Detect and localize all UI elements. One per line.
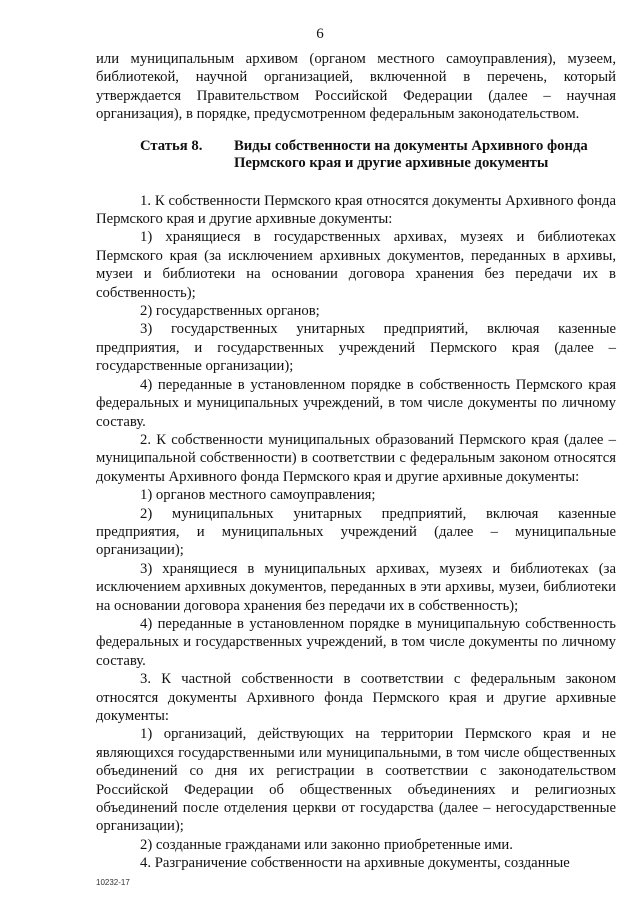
paragraph: 1) организаций, действующих на территории Пермского края и не являющихся государственными или муниципальными, в том числе общественных объединений со дня их регистрации в соответствии с законодательством Российской Федерации об общественных объединениях и религиозных объединений после отделения церкви от государства (далее – негосударственные организации); bbox=[96, 726, 616, 835]
paragraph: 1) хранящиеся в государственных архивах, музеях и библиотеках Пермского края (за исключением архивных документов, переданных в архивы, музеи и библиотеки на основании договора хранения без передачи их в собственность); bbox=[96, 229, 616, 301]
document-code: 10232-17 bbox=[96, 878, 130, 887]
spacer bbox=[96, 124, 616, 138]
paragraph: 4) переданные в установленном порядке в собственность Пермского края федеральных и муниципальных учреждений, в том числе документы по личному составу. bbox=[96, 376, 616, 430]
paragraph: 2) государственных органов; bbox=[140, 303, 320, 320]
paragraph: 3. К частной собственности в соответствии с федеральным законом относятся документы Архивного фонда Пермского края и другие архивные документы: bbox=[96, 671, 616, 724]
spacer bbox=[96, 172, 616, 192]
paragraph: 2. К собственности муниципальных образований Пермского края (далее – муниципальной собственности) в соответствии с федеральным законом относятся документы Архивного фонда Пермского края и другие архивные документы: bbox=[96, 431, 616, 485]
paragraph: 1) органов местного самоуправления; bbox=[140, 487, 376, 504]
document-body bbox=[96, 50, 616, 873]
page-number: 6 bbox=[316, 26, 324, 42]
paragraph: 4) переданные в установленном порядке в муниципальную собственность федеральных и государственных учреждений, в том числе документы по личному составу. bbox=[96, 615, 616, 669]
paragraph: 4. Разграничение собственности на архивные документы, созданные bbox=[140, 855, 570, 872]
article-title: Виды собственности на документы Архивного фонда Пермского края и другие архивные документы bbox=[234, 137, 588, 171]
paragraph: 3) государственных унитарных предприятий, включая казенные предприятия, и государственных учреждений Пермского края (далее – государственные организации); bbox=[96, 321, 616, 375]
article-heading bbox=[96, 138, 616, 172]
intro-paragraph: или муниципальным архивом (органом местного самоуправления), музеем, библиотекой, научной организацией, включенной в перечень, который утверждается Правительством Российской Федерации (далее – научная организация), в порядке, предусмотренном федеральным законодательством. bbox=[96, 51, 616, 123]
article-label: Статья 8. bbox=[140, 137, 203, 154]
paragraph: 3) хранящиеся в муниципальных архивах, музеях и библиотеках (за исключением архивных документов, переданных в эти архивы, музеи, библиотеки на основании договора хранения без передачи их в собственность); bbox=[96, 560, 616, 614]
paragraph: 1. К собственности Пермского края относятся документы Архивного фонда Пермского края и другие архивные документы: bbox=[96, 192, 616, 228]
paragraph: 2) муниципальных унитарных предприятий, включая казенные предприятия, и муниципальных учреждений (далее – муниципальные организации); bbox=[96, 505, 616, 559]
paragraph: 2) созданные гражданами или законно приобретенные ими. bbox=[140, 836, 513, 853]
